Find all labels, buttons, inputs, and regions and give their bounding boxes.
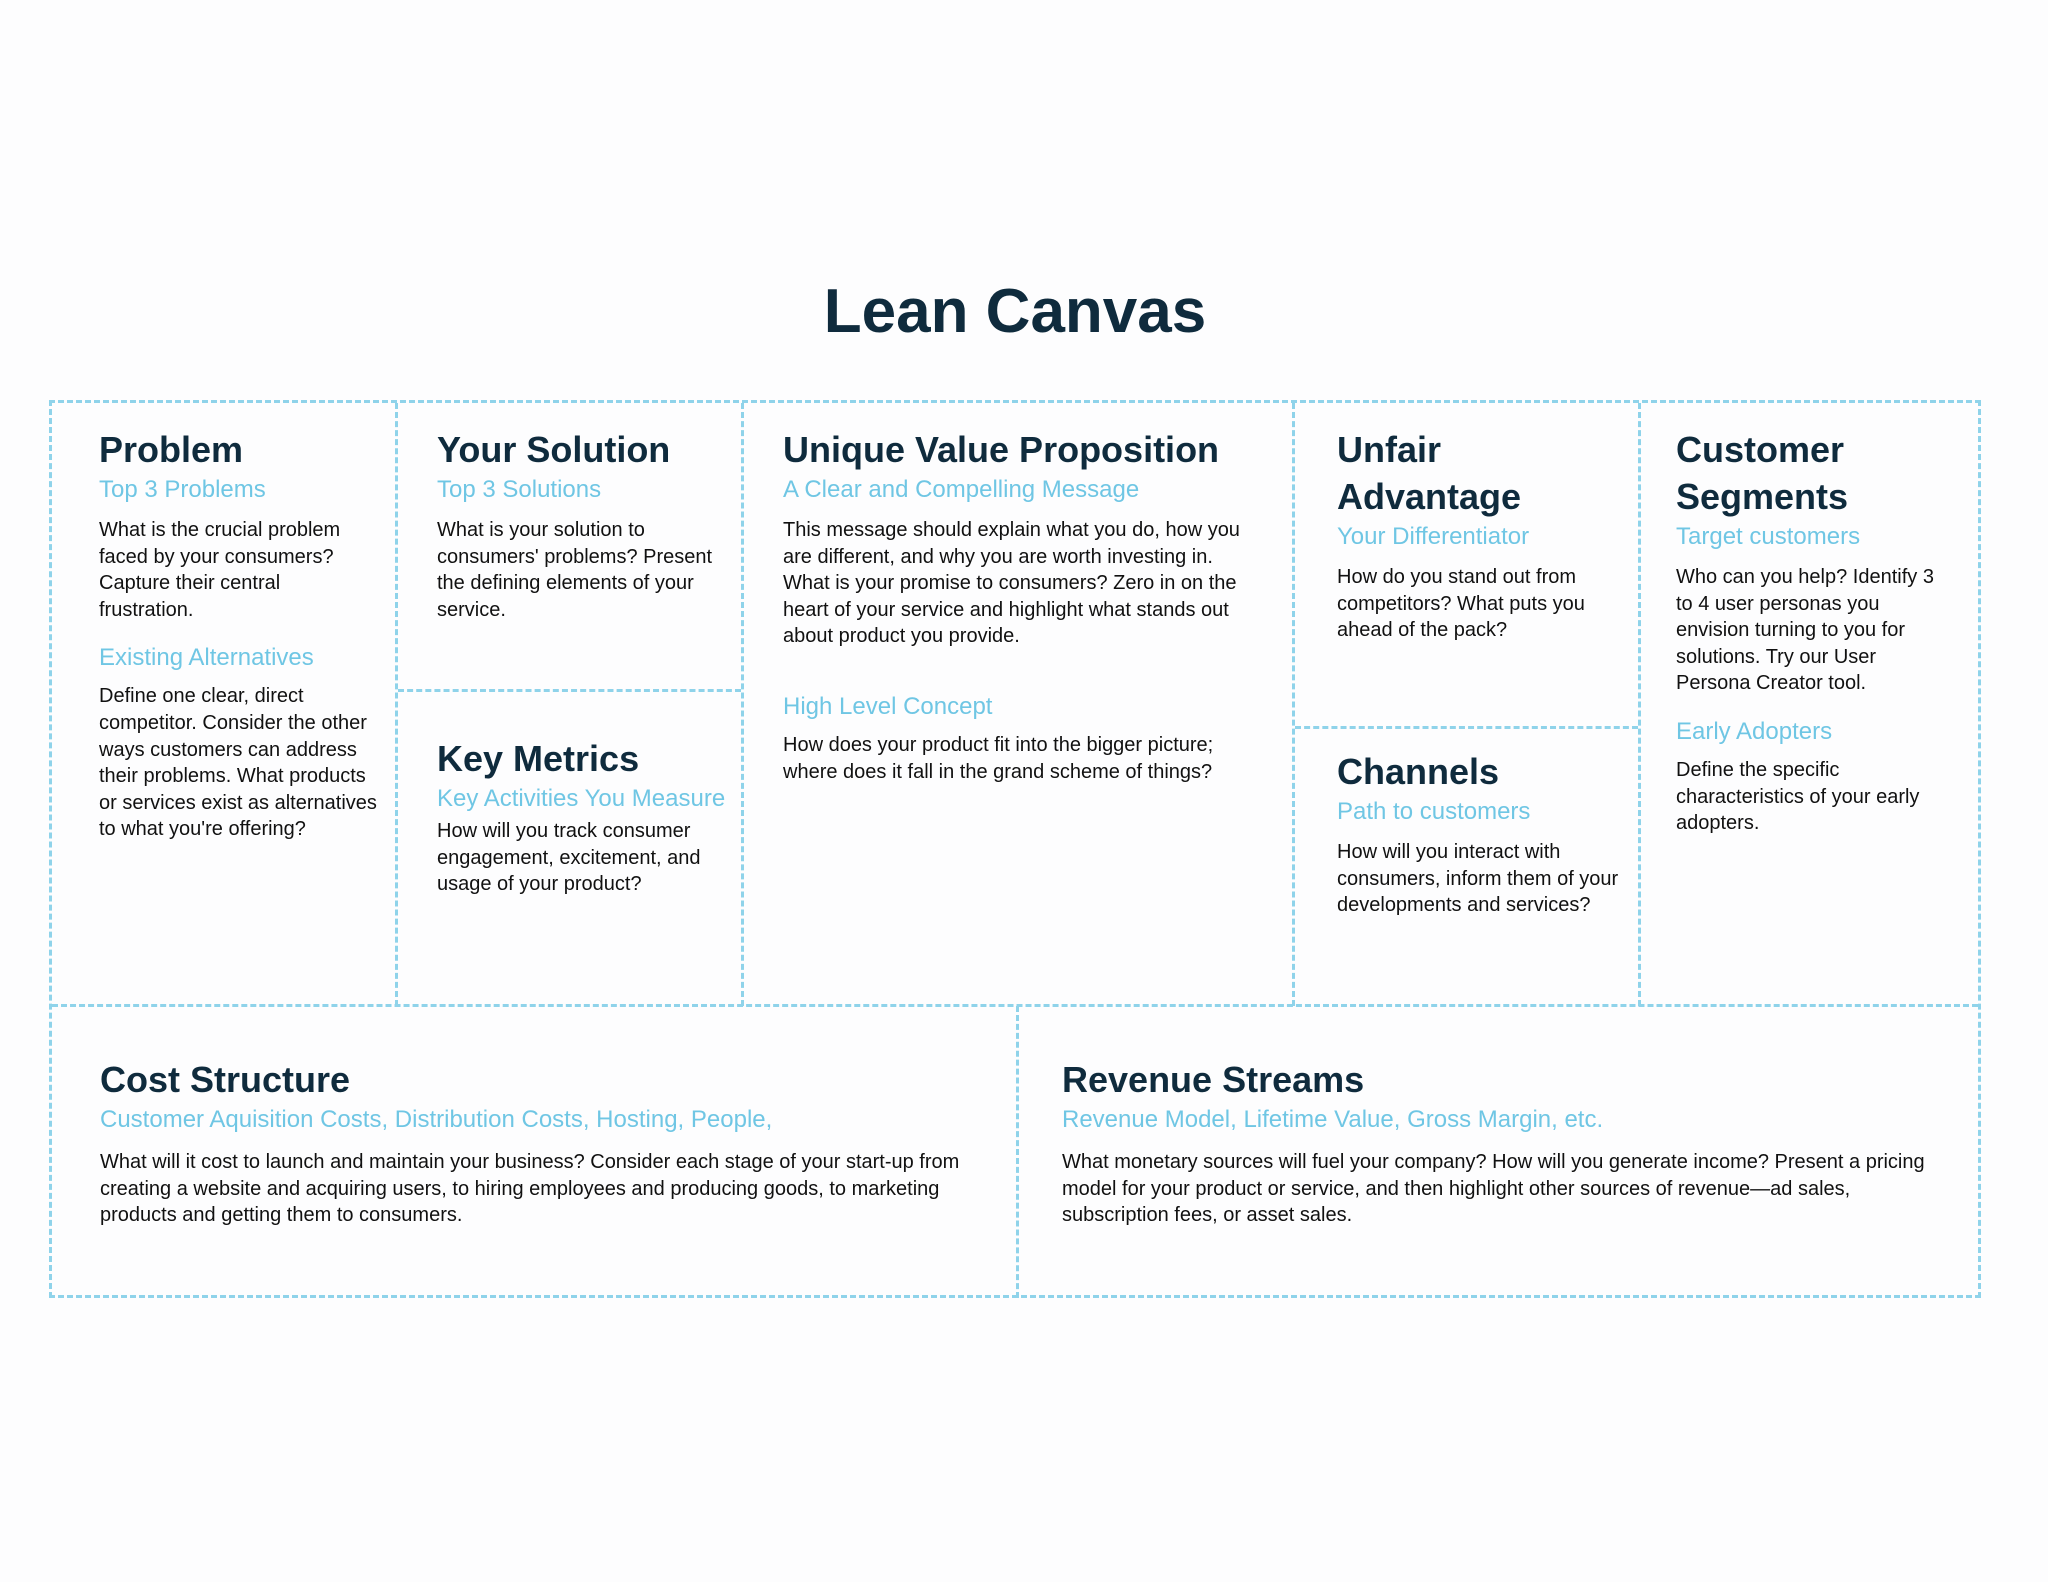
divider [1295,726,1638,729]
key-metrics-description: How will you track consumer engagement, excitement, and usage of your product? [437,820,701,896]
customer-segments-heading: Customer Segments [1676,429,1849,517]
early-adopters-subheading: Early Adopters [1676,717,1833,745]
cost-structure-section [100,1056,990,1229]
cost-structure-subheading: Customer Aquisition Costs, Distribution Costs, Hosting, People, [100,1106,773,1133]
unfair-advantage-section [1337,426,1627,644]
solution-subheading: Top 3 Solutions [437,476,602,503]
revenue-streams-subheading: Revenue Model, Lifetime Value, Gross Margin, etc. [1062,1106,1604,1133]
early-adopters-description: Define the specific characteristics of your early adopters. [1676,758,1920,835]
solution-heading: Your Solution [437,429,671,470]
cost-structure-description: What will it cost to launch and maintain your business? Consider each stage of your start-up from creating a website and acquiring users, to hiring employees and producing goods, to marketing products and getting them to consumers. [100,1151,960,1227]
revenue-streams-section [1062,1056,1952,1229]
unfair-advantage-heading: Unfair Advantage [1337,429,1522,517]
solution-description: What is your solution to consumers' problems? Present the defining elements of your service. [437,519,713,621]
divider [52,1004,1978,1007]
uvp-section [783,426,1263,785]
page-title: Lean Canvas [823,277,1207,346]
key-metrics-subheading: Key Activities You Measure [437,785,726,812]
uvp-subheading: A Clear and Compelling Message [783,476,1140,503]
divider [1292,403,1295,1006]
channels-heading: Channels [1337,751,1500,792]
divider [395,403,398,1006]
customer-segments-description: Who can you help? Identify 3 to 4 user personas you envision turning to you for solutions. Try our User Persona Creator tool. [1676,566,1934,695]
problem-section [99,426,379,843]
unfair-advantage-description: How do you stand out from competitors? What puts you ahead of the pack? [1337,566,1585,642]
divider [398,689,741,692]
existing-alternatives-subheading: Existing Alternatives [99,644,314,672]
problem-subheading: Top 3 Problems [99,476,266,503]
high-level-concept-description: How does your product fit into the bigger picture; where does it fall in the grand scheme of things? [783,733,1214,783]
problem-heading: Problem [99,429,244,470]
existing-alternatives-description: Define one clear, direct competitor. Consider the other ways customers can address their problems. What products or services exist as alternatives to what you're offering? [99,685,377,841]
customer-segments-subheading: Target customers [1676,523,1861,550]
uvp-description: This message should explain what you do, how you are different, and why you are worth investing in. What is your promise to consumers? Zero in on the heart of your service and highlight what stands out about product you provide. [783,519,1240,648]
uvp-heading: Unique Value Proposition [783,429,1220,470]
divider [741,403,744,1006]
divider [1638,403,1641,1006]
key-metrics-section [437,735,727,898]
lean-canvas-grid [49,400,1981,1298]
channels-subheading: Path to customers [1337,798,1531,825]
problem-description: What is the crucial problem faced by your consumers? Capture their central frustration. [99,519,341,621]
channels-section [1337,748,1627,919]
high-level-concept-subheading: High Level Concept [783,692,993,720]
cost-structure-heading: Cost Structure [100,1059,351,1100]
customer-segments-section [1676,426,1956,837]
unfair-advantage-subheading: Your Differentiator [1337,523,1530,550]
revenue-streams-heading: Revenue Streams [1062,1059,1365,1100]
channels-description: How will you interact with consumers, inform them of your developments and services? [1337,841,1619,917]
key-metrics-heading: Key Metrics [437,738,640,779]
divider [1016,1006,1019,1298]
solution-section [437,426,727,623]
revenue-streams-description: What monetary sources will fuel your company? How will you generate income? Present a pricing model for your product or service, and then highlight other sources of revenue—ad sales, subscription fees, or asset sales. [1062,1151,1925,1227]
